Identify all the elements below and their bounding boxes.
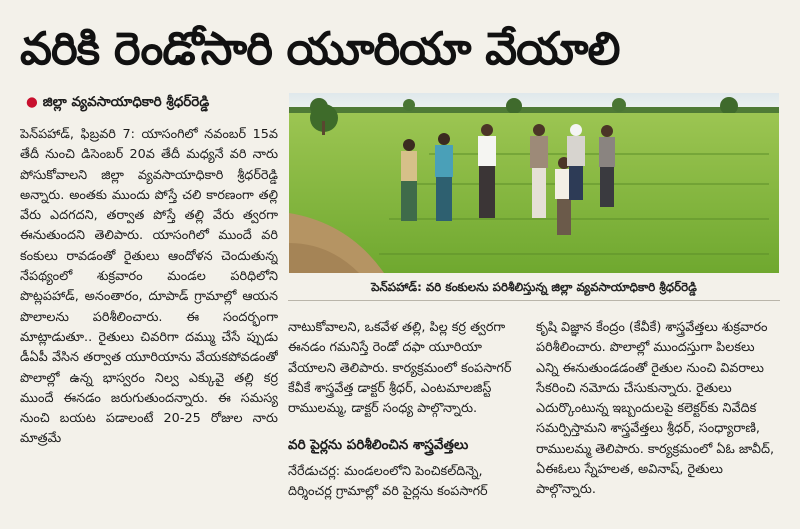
article-paragraph: పెన్‌పహాడ్‌, ఫిబ్రవరి 7: యాసంగిలో నవంబర్‌ 15వ తేదీ నుంచి డిసెంబర్‌ 20వ తేదీ మధ్యనే వరి నారు పోసుకోవాలని జిల్లా వ్యవసాయాధికారి శ్రీధర్‌రెడ్డి అన్నారు. అంతకు ముందు పోస్తే చలి కారణంగా తల్లి వేరు ఎదగదని, తర్వాత పోస్తే తల్లి వేరు త్వరగా ఈనుతుందని తెలిపారు. యాసంగిలో ముందే వరి కంకులు రావడంతో రైతులు ఆందోళన చెందుతున్న నేపథ్యంలో శుక్రవారం మండల పరిధిలోని పొట్లపహాడ్‌, అనంతారం, దూపాడ్‌ గ్రామాల్లో ఆయన పొలాలను పరిశీలించారు. ఈ సందర్భంగా మాట్లాడుతూ.. రైతులు చివరిగా దమ్ము చేసే ప్పుడు డీఏపీ వేసిన తర్వాత యూరియాను వేయకపోవడంతో పొలాల్లో ఉన్న భాస్వరం నిల్వ ఎక్కువై తల్లి కర్ర ముందే ఈనడం జరుగుతుందన్నారు. ఈ సమస్య నుంచి బయట పడాలంటే 20-25 రోజుల నారు మాత్రమే bbox=[20, 127, 278, 447]
photo-caption: పెన్‌పహాడ్‌: వరి కంకులను పరిశీలిస్తున్న జిల్లా వ్యవసాయాధికారి శ్రీధర్‌రెడ్డి bbox=[371, 280, 697, 294]
article-column-2-lower bbox=[288, 462, 526, 522]
photo-illustration bbox=[289, 93, 779, 273]
article-column-1 bbox=[20, 125, 278, 520]
article-column-3 bbox=[536, 318, 781, 518]
article-paragraph: నాటుకోవాలని, ఒకవేళ తల్లి, పిల్ల కర్ర త్వరగా ఈనడం గమనిస్తే రెండో దఫా యూరియా వేయాలని తెలిపారు. కార్యక్రమంలో కంపసాగర్‌ కేవీకే శాస్త్రవేత్త డాక్టర్‌ శ్రీధర్‌, ఎంటమాలజిస్ట్‌ రాములమ్మ, డాక్టర్‌ సంధ్య పాల్గొన్నారు. bbox=[288, 320, 512, 417]
byline-text: జిల్లా వ్యవసాయాధికారి శ్రీధర్‌రెడ్డి bbox=[42, 94, 210, 110]
subheading: వరి పైర్లను పరిశీలించిన శాస్త్రవేత్తలు bbox=[288, 437, 469, 453]
article-paragraph: కృషి విజ్ఞాన కేంద్రం (కేవీకే) శాస్త్రవేత్తలు శుక్రవారం పరిశీలించారు. పొలాల్లో ముందస్తుగా పిలకలు ఎన్ని ఈనుతుండడంతో రైతుల నుంచి వివరాలు సేకరించి నమోదు చేసుకున్నారు. రైతులు ఎదుర్కొంటున్న ఇబ్బందులపై కలెక్టర్‌కు నివేదిక సమర్పిస్తామని శాస్త్రవేత్తలు శ్రీధర్‌, సంధ్యారాణి, రాములమ్మ తెలిపారు. కార్యక్రమంలో ఏఓ జావీద్‌, ఏఈఓలు స్నేహలత, అవినాష్‌, రైతులు పాల్గొన్నారు. bbox=[536, 320, 775, 498]
article-paragraph: నేరేడుచర్ల: మండలంలోని పెంచికల్‌దిన్నె, దిర్శించర్ల గ్రామాల్లో వరి పైర్లను కంపసాగర్‌ bbox=[288, 464, 488, 500]
headline: వరికి రెండోసారి యూరియా వేయాలి bbox=[20, 22, 620, 75]
field-photo bbox=[289, 93, 779, 273]
article-column-2 bbox=[288, 318, 526, 438]
divider bbox=[288, 300, 780, 301]
byline bbox=[26, 92, 276, 112]
bullet-icon: ● bbox=[26, 94, 38, 110]
